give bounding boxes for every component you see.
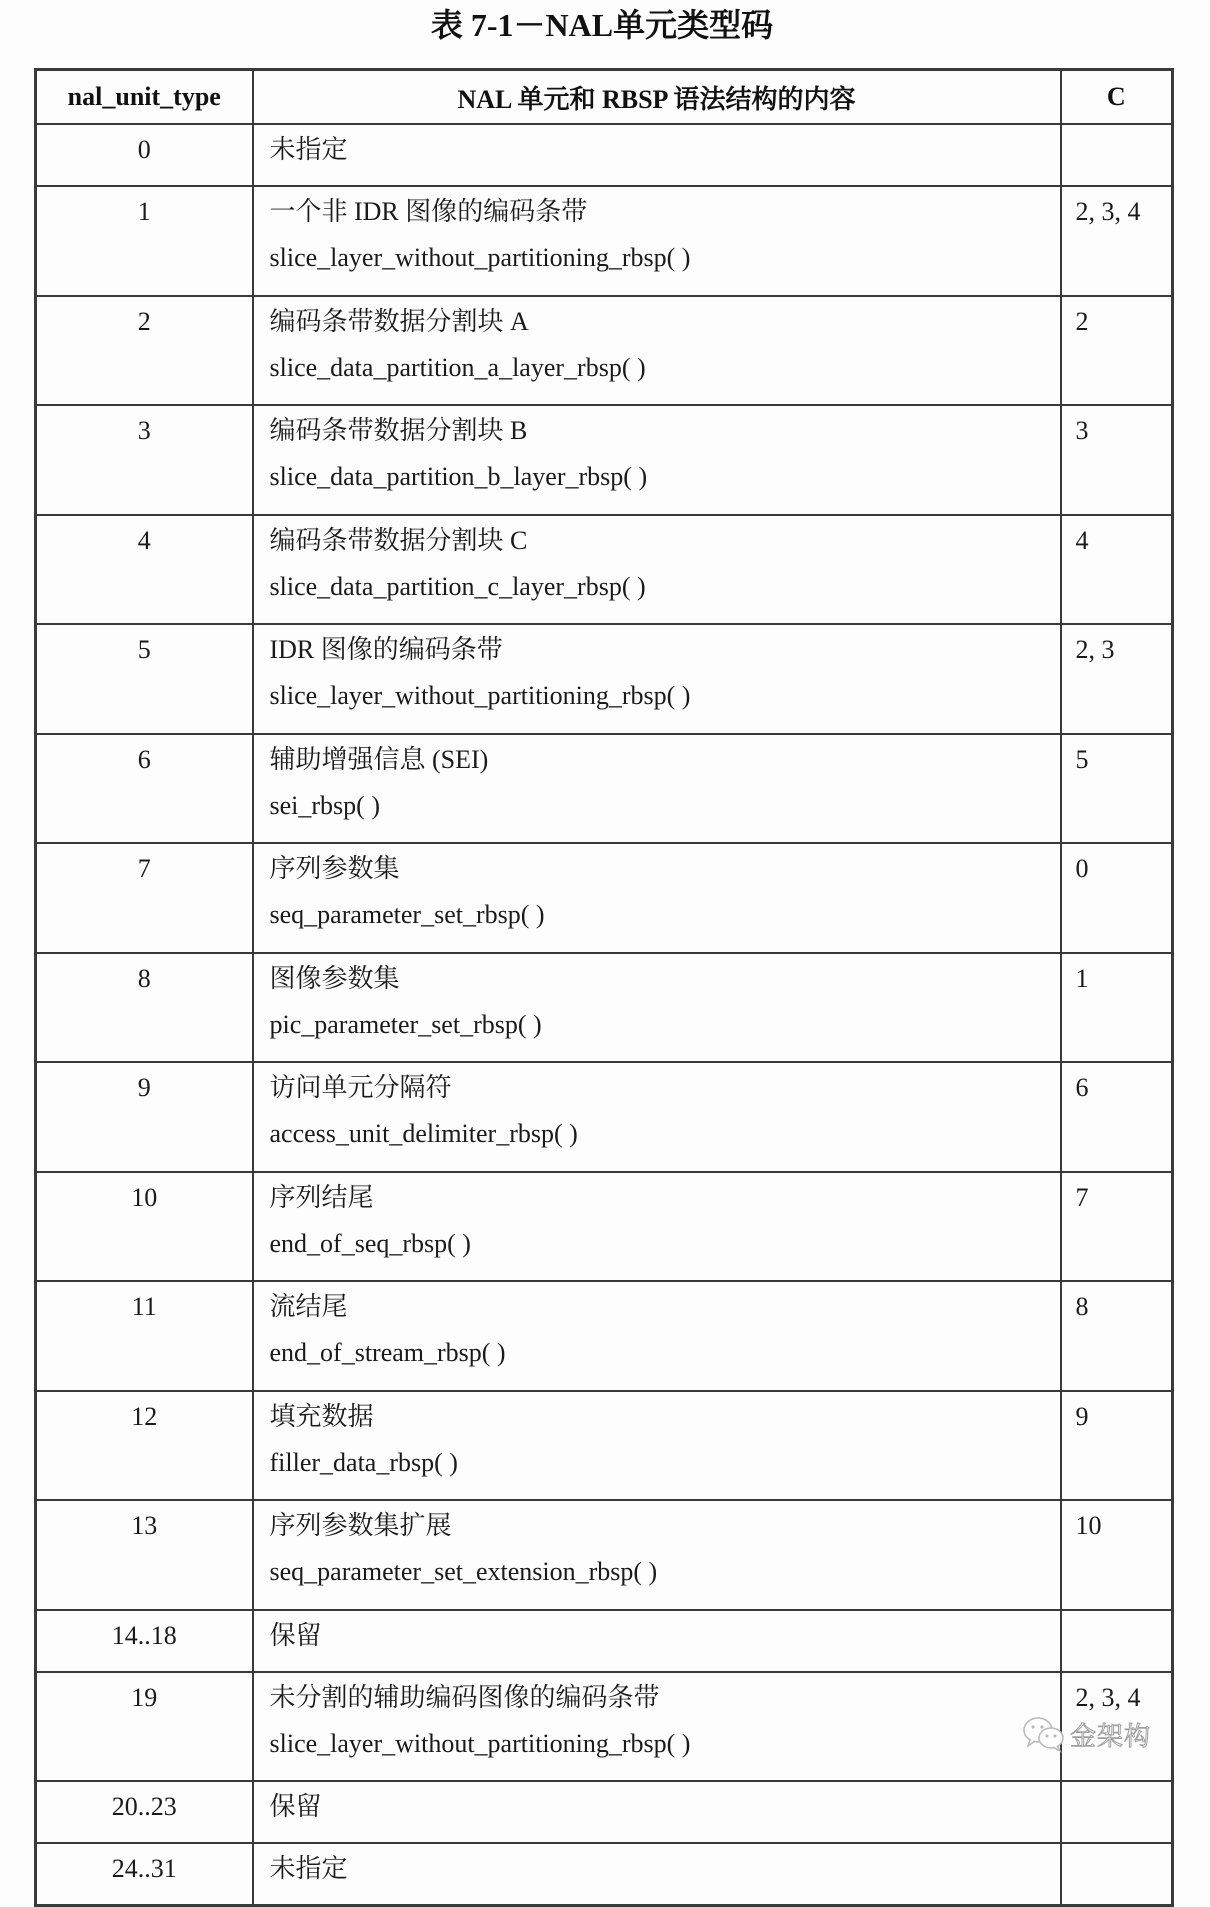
category-cell xyxy=(1061,1843,1173,1906)
content-description: 未指定 xyxy=(269,135,348,164)
nal-unit-type-cell: 9 xyxy=(36,1062,253,1172)
category-cell xyxy=(1061,124,1173,186)
content-description: 图像参数集 xyxy=(269,963,400,993)
table-row xyxy=(36,1843,1173,1906)
content-description: 编码条带数据分割块 A xyxy=(269,306,529,336)
category-cell: 7 xyxy=(1061,1172,1173,1282)
content-description: 保留 xyxy=(269,1792,322,1821)
table-row xyxy=(36,1610,1173,1672)
content-cell xyxy=(253,843,1061,953)
category-cell: 5 xyxy=(1061,734,1173,844)
content-description: 编码条带数据分割块 C xyxy=(269,525,528,555)
content-syntax: filler_data_rbsp( ) xyxy=(269,1447,458,1477)
content-syntax: pic_parameter_set_rbsp( ) xyxy=(269,1009,542,1039)
nal-unit-type-cell: 20..23 xyxy=(36,1781,253,1843)
content-cell xyxy=(253,1781,1061,1843)
content-description: IDR 图像的编码条带 xyxy=(269,635,503,664)
table-row xyxy=(36,1062,1173,1172)
content-description: 未指定 xyxy=(269,1854,348,1883)
content-syntax: slice_layer_without_partitioning_rbsp( ) xyxy=(269,1728,691,1758)
category-cell: 4 xyxy=(1061,515,1173,625)
content-cell xyxy=(253,1610,1061,1672)
content-description: 辅助增强信息 (SEI) xyxy=(269,744,489,774)
content-cell xyxy=(253,1391,1061,1501)
content-syntax: access_unit_delimiter_rbsp( ) xyxy=(269,1119,578,1148)
category-cell: 3 xyxy=(1061,405,1173,515)
content-description: 填充数据 xyxy=(269,1401,374,1431)
category-cell: 10 xyxy=(1061,1500,1173,1610)
content-syntax: slice_data_partition_c_layer_rbsp( ) xyxy=(269,571,646,601)
content-description: 流结尾 xyxy=(269,1292,348,1321)
nal-unit-type-cell: 6 xyxy=(36,734,253,844)
table-caption: 表 7-1－NAL单元类型码 xyxy=(430,7,774,43)
table-row xyxy=(36,953,1173,1063)
content-description: 序列结尾 xyxy=(269,1182,374,1212)
nal-unit-type-cell: 11 xyxy=(36,1281,253,1391)
content-syntax: sei_rbsp( ) xyxy=(269,790,380,820)
content-cell xyxy=(253,953,1061,1063)
table-row xyxy=(36,1391,1173,1501)
category-cell: 0 xyxy=(1061,843,1173,953)
content-cell xyxy=(253,1843,1061,1906)
nal-unit-type-cell: 0 xyxy=(36,124,253,186)
content-syntax: slice_data_partition_a_layer_rbsp( ) xyxy=(269,352,646,382)
nal-unit-type-cell: 3 xyxy=(36,405,253,515)
nal-unit-type-cell: 13 xyxy=(36,1500,253,1610)
table-row xyxy=(36,843,1173,953)
content-syntax: slice_data_partition_b_layer_rbsp( ) xyxy=(269,462,648,491)
header-content: NAL 单元和 RBSP 语法结构的内容 xyxy=(253,70,1061,125)
nal-unit-type-cell: 10 xyxy=(36,1172,253,1282)
nal-unit-type-cell: 4 xyxy=(36,515,253,625)
category-cell: 2, 3 xyxy=(1061,624,1173,734)
nal-unit-type-cell: 14..18 xyxy=(36,1610,253,1672)
content-description: 编码条带数据分割块 B xyxy=(269,416,528,445)
content-syntax: slice_layer_without_partitioning_rbsp( ) xyxy=(269,243,691,272)
nal-unit-type-cell: 12 xyxy=(36,1391,253,1501)
table-header-row xyxy=(36,70,1173,125)
category-cell: 2, 3, 4 xyxy=(1061,186,1173,296)
watermark xyxy=(1022,1712,1151,1756)
table-row xyxy=(36,734,1173,844)
table-body xyxy=(36,124,1173,1906)
table-row xyxy=(36,1281,1173,1391)
table-row xyxy=(36,1172,1173,1282)
table-row xyxy=(36,1672,1173,1782)
content-description: 未分割的辅助编码图像的编码条带 xyxy=(269,1682,660,1712)
category-cell xyxy=(1061,1781,1173,1843)
content-syntax: seq_parameter_set_extension_rbsp( ) xyxy=(269,1557,658,1586)
nal-unit-type-table xyxy=(34,68,1174,1907)
content-syntax: end_of_stream_rbsp( ) xyxy=(269,1338,506,1367)
content-cell xyxy=(253,1500,1061,1610)
content-cell xyxy=(253,624,1061,734)
content-description: 序列参数集扩展 xyxy=(269,1511,452,1540)
content-cell xyxy=(253,186,1061,296)
content-description: 一个非 IDR 图像的编码条带 xyxy=(269,197,588,226)
table-row xyxy=(36,405,1173,515)
content-cell xyxy=(253,515,1061,625)
content-cell xyxy=(253,296,1061,406)
table-row xyxy=(36,186,1173,296)
nal-unit-type-cell: 2 xyxy=(36,296,253,406)
category-cell: 1 xyxy=(1061,953,1173,1063)
table-row xyxy=(36,515,1173,625)
nal-unit-type-cell: 7 xyxy=(36,843,253,953)
content-syntax: end_of_seq_rbsp( ) xyxy=(269,1228,471,1258)
content-description: 保留 xyxy=(269,1620,322,1650)
category-cell: 2 xyxy=(1061,296,1173,406)
table-row xyxy=(36,124,1173,186)
nal-unit-type-cell: 19 xyxy=(36,1672,253,1782)
nal-unit-type-cell: 8 xyxy=(36,953,253,1063)
content-cell xyxy=(253,405,1061,515)
table-row xyxy=(36,1781,1173,1843)
header-c: C xyxy=(1061,70,1173,125)
nal-unit-type-cell: 24..31 xyxy=(36,1843,253,1906)
wechat-icon xyxy=(1022,1715,1066,1753)
table-row xyxy=(36,296,1173,406)
content-cell xyxy=(253,734,1061,844)
watermark-text: 金架构 xyxy=(1070,1721,1152,1752)
content-cell xyxy=(253,1672,1061,1782)
header-nal-unit-type: nal_unit_type xyxy=(36,70,253,125)
content-cell xyxy=(253,124,1061,186)
category-cell: 6 xyxy=(1061,1062,1173,1172)
content-description: 访问单元分隔符 xyxy=(269,1073,452,1102)
category-cell xyxy=(1061,1610,1173,1672)
content-description: 序列参数集 xyxy=(269,854,400,883)
content-cell xyxy=(253,1062,1061,1172)
table-row xyxy=(36,1500,1173,1610)
content-cell xyxy=(253,1281,1061,1391)
nal-unit-type-cell: 1 xyxy=(36,186,253,296)
nal-unit-type-cell: 5 xyxy=(36,624,253,734)
content-syntax: seq_parameter_set_rbsp( ) xyxy=(269,900,545,929)
content-cell xyxy=(253,1172,1061,1282)
content-syntax: slice_layer_without_partitioning_rbsp( ) xyxy=(269,681,691,710)
category-cell: 2, 3, 4 xyxy=(1061,1672,1173,1782)
category-cell: 8 xyxy=(1061,1281,1173,1391)
category-cell: 9 xyxy=(1061,1391,1173,1501)
table-row xyxy=(36,624,1173,734)
